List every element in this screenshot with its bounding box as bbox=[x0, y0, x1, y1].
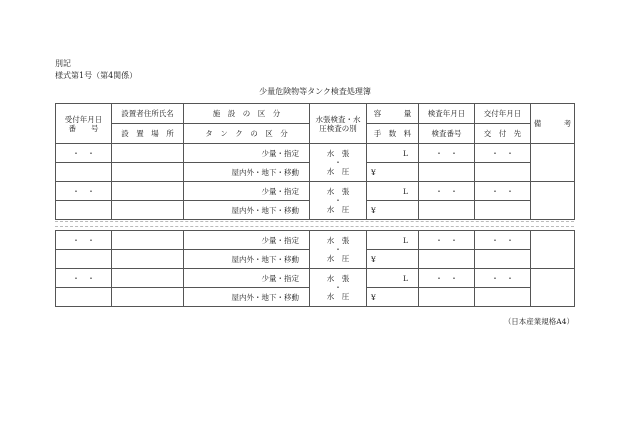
received-number-cell bbox=[56, 288, 112, 307]
inspection-type-cell bbox=[310, 182, 367, 220]
installer-cell bbox=[112, 269, 184, 288]
water-pressure-label: 水 圧 bbox=[326, 205, 350, 214]
delivery-date-cell: ・ ・ bbox=[475, 231, 531, 250]
table-row bbox=[56, 144, 575, 163]
delivered-to-cell bbox=[475, 201, 531, 220]
received-number-cell bbox=[56, 201, 112, 220]
register-table-lower bbox=[55, 230, 575, 307]
col-header-fee: 手 数 料 bbox=[367, 124, 419, 144]
col-header-inspection-type-1: 水張検査・水 bbox=[315, 114, 361, 124]
facility-type-cell: 少量・指定 bbox=[184, 231, 310, 250]
col-header-delivery-date: 交付年月日 bbox=[475, 104, 531, 124]
delivered-to-cell bbox=[475, 163, 531, 182]
facility-type-cell: 少量・指定 bbox=[184, 182, 310, 201]
break-line-bottom bbox=[55, 226, 574, 227]
tank-type-cell: 屋内外・地下・移動 bbox=[184, 250, 310, 269]
inspection-number-cell bbox=[419, 163, 475, 182]
col-header-inspection-number: 検査番号 bbox=[419, 124, 475, 144]
col-header-received-date: 受付年月日 bbox=[64, 114, 103, 124]
received-date-cell: ・ ・ bbox=[56, 144, 112, 163]
inspection-date-cell: ・ ・ bbox=[419, 182, 475, 201]
col-header-remarks: 備 考 bbox=[531, 104, 575, 144]
remarks-cell bbox=[531, 182, 575, 220]
water-pressure-label: 水 圧 bbox=[326, 292, 350, 301]
col-header-received-number: 番 号 bbox=[68, 123, 99, 133]
fee-cell: ¥ bbox=[367, 250, 419, 269]
delivered-to-cell bbox=[475, 250, 531, 269]
inspection-date-cell: ・ ・ bbox=[419, 144, 475, 163]
remarks-cell bbox=[531, 144, 575, 182]
inspection-date-cell: ・ ・ bbox=[419, 269, 475, 288]
break-line-top bbox=[55, 221, 574, 222]
table-row bbox=[56, 182, 575, 201]
form-number: 様式第1号（第4関係） bbox=[55, 71, 138, 80]
water-pressure-label: 水 圧 bbox=[326, 167, 350, 176]
inspection-number-cell bbox=[419, 288, 475, 307]
fee-cell: ¥ bbox=[367, 201, 419, 220]
installer-cell bbox=[112, 231, 184, 250]
fee-cell: ¥ bbox=[367, 163, 419, 182]
inspection-type-cell bbox=[310, 144, 367, 182]
water-fill-label: 水 張 bbox=[326, 149, 350, 158]
installer-cell bbox=[112, 144, 184, 163]
col-header-delivered-to: 交 付 先 bbox=[475, 124, 531, 144]
remarks-cell bbox=[531, 231, 575, 269]
received-number-cell bbox=[56, 163, 112, 182]
col-header-installer: 設置者住所氏名 bbox=[112, 104, 184, 124]
tank-type-cell: 屋内外・地下・移動 bbox=[184, 163, 310, 182]
fee-cell: ¥ bbox=[367, 288, 419, 307]
received-date-cell: ・ ・ bbox=[56, 182, 112, 201]
inspection-date-cell: ・ ・ bbox=[419, 231, 475, 250]
inspection-number-cell bbox=[419, 201, 475, 220]
separator-dot: ・ bbox=[334, 245, 342, 254]
location-cell bbox=[112, 163, 184, 182]
table-row bbox=[56, 269, 575, 288]
water-fill-label: 水 張 bbox=[326, 236, 350, 245]
received-date-cell: ・ ・ bbox=[56, 269, 112, 288]
col-header-capacity: 容 量 bbox=[367, 104, 419, 124]
water-pressure-label: 水 圧 bbox=[326, 254, 350, 263]
received-number-cell bbox=[56, 250, 112, 269]
location-cell bbox=[112, 288, 184, 307]
inspection-type-cell bbox=[310, 231, 367, 269]
installer-cell bbox=[112, 182, 184, 201]
col-header-inspection-type-2: 圧検査の別 bbox=[319, 123, 357, 133]
inspection-type-cell bbox=[310, 269, 367, 307]
tank-type-cell: 屋内外・地下・移動 bbox=[184, 288, 310, 307]
delivered-to-cell bbox=[475, 288, 531, 307]
location-cell bbox=[112, 201, 184, 220]
delivery-date-cell: ・ ・ bbox=[475, 269, 531, 288]
received-date-cell: ・ ・ bbox=[56, 231, 112, 250]
delivery-date-cell: ・ ・ bbox=[475, 182, 531, 201]
capacity-cell: L bbox=[367, 182, 419, 201]
annex-label: 別記 bbox=[55, 59, 71, 68]
register-table-upper bbox=[55, 103, 575, 220]
water-fill-label: 水 張 bbox=[326, 187, 350, 196]
separator-dot: ・ bbox=[334, 283, 342, 292]
capacity-cell: L bbox=[367, 231, 419, 250]
capacity-cell: L bbox=[367, 144, 419, 163]
remarks-cell bbox=[531, 269, 575, 307]
col-header-tank-type: タ ン ク の 区 分 bbox=[184, 124, 310, 144]
capacity-cell: L bbox=[367, 269, 419, 288]
col-header-inspection-date: 検査年月日 bbox=[419, 104, 475, 124]
page-title: 少量危険物等タンク検査処理簿 bbox=[259, 87, 371, 96]
facility-type-cell: 少量・指定 bbox=[184, 144, 310, 163]
location-cell bbox=[112, 250, 184, 269]
table-row bbox=[56, 231, 575, 250]
inspection-number-cell bbox=[419, 250, 475, 269]
delivery-date-cell: ・ ・ bbox=[475, 144, 531, 163]
col-header-facility-type: 施 設 の 区 分 bbox=[184, 104, 310, 124]
separator-dot: ・ bbox=[334, 196, 342, 205]
water-fill-label: 水 張 bbox=[326, 274, 350, 283]
col-header-inspection-type bbox=[310, 104, 367, 144]
paper-size-note: （日本産業規格A4） bbox=[503, 317, 574, 326]
tank-type-cell: 屋内外・地下・移動 bbox=[184, 201, 310, 220]
facility-type-cell: 少量・指定 bbox=[184, 269, 310, 288]
col-header-received bbox=[56, 104, 112, 144]
col-header-location: 設 置 場 所 bbox=[112, 124, 184, 144]
separator-dot: ・ bbox=[334, 158, 342, 167]
